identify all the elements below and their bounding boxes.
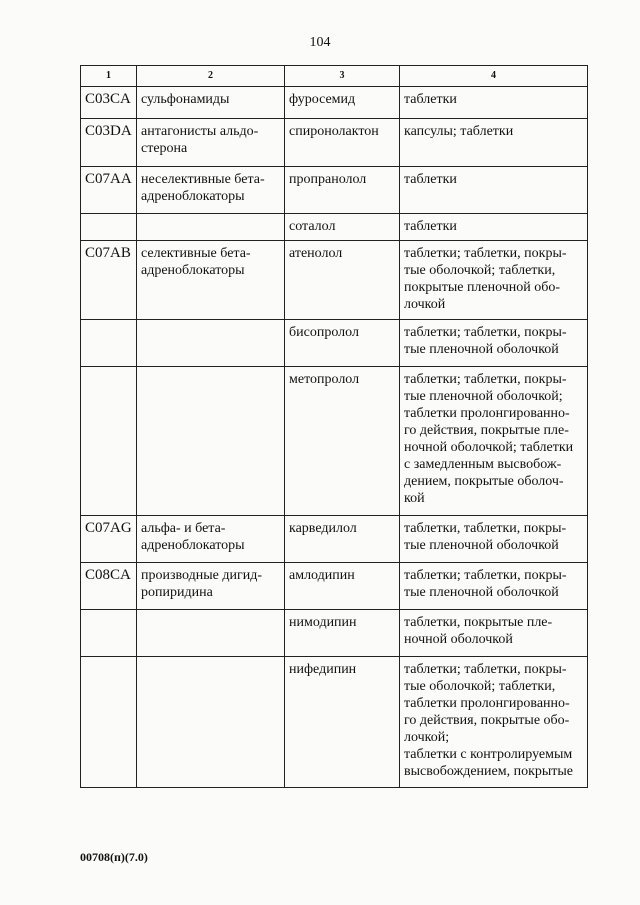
group-cell [137,367,285,516]
drug-cell: метопролол [285,367,400,516]
table-row [81,563,588,610]
column-header: 4 [400,66,588,87]
atc-code-cell [81,320,137,367]
form-cell: таблетки; таблетки, покры- тые пленочной оболочкой [400,320,588,367]
form-cell: таблетки [400,87,588,119]
drug-cell: бисопролол [285,320,400,367]
drug-cell: фуросемид [285,87,400,119]
group-cell: селективные бета- адреноблокаторы [137,241,285,320]
form-cell: таблетки, покрытые пле- ночной оболочкой [400,610,588,657]
atc-code-cell: C03CA [81,87,137,119]
atc-code-cell: C08CA [81,563,137,610]
table-row [81,119,588,167]
form-cell: таблетки [400,167,588,214]
form-cell: таблетки; таблетки, покры- тые оболочкой; таблетки, таблетки пролонгированно- го действия, покрытые обо- лочкой; таблетки с контролируемым высвобождением, покрытые [400,657,588,788]
atc-code-cell [81,367,137,516]
drug-cell: карведилол [285,516,400,563]
group-cell [137,610,285,657]
table-row [81,610,588,657]
column-header: 1 [81,66,137,87]
form-cell: таблетки [400,214,588,241]
atc-code-cell [81,214,137,241]
table-row [81,657,588,788]
drug-cell: амлодипин [285,563,400,610]
group-cell [137,320,285,367]
drug-cell: нимодипин [285,610,400,657]
table-row [81,320,588,367]
group-cell [137,657,285,788]
atc-code-cell: C03DA [81,119,137,167]
page-number: 104 [309,35,331,50]
atc-code-cell: C07AG [81,516,137,563]
group-cell: альфа- и бета- адреноблокаторы [137,516,285,563]
atc-code-cell: C07AB [81,241,137,320]
column-header: 2 [137,66,285,87]
atc-code-cell [81,657,137,788]
table-row [81,167,588,214]
drug-cell: атенолол [285,241,400,320]
atc-code-cell [81,610,137,657]
group-cell [137,214,285,241]
document-footer-code: 00708(п)(7.0) [80,850,148,864]
table-header-row [81,66,588,87]
drug-cell: соталол [285,214,400,241]
atc-code-cell: C07AA [81,167,137,214]
group-cell: сульфонамиды [137,87,285,119]
group-cell: антагонисты альдо- стерона [137,119,285,167]
group-cell: неселективные бета- адреноблокаторы [137,167,285,214]
form-cell: таблетки; таблетки, покры- тые пленочной оболочкой [400,563,588,610]
form-cell: капсулы; таблетки [400,119,588,167]
column-header: 3 [285,66,400,87]
drug-cell: нифедипин [285,657,400,788]
form-cell: таблетки; таблетки, покры- тые оболочкой; таблетки, покрытые пленочной обо- лочкой [400,241,588,320]
table-row [81,87,588,119]
table-row [81,241,588,320]
form-cell: таблетки; таблетки, покры- тые пленочной оболочкой; таблетки пролонгированно- го действия, покрытые пле- ночной оболочкой; таблетки с замедленным высвобож- дением, покрытые оболоч- кой [400,367,588,516]
form-cell: таблетки, таблетки, покры- тые пленочной оболочкой [400,516,588,563]
drug-cell: спиронолактон [285,119,400,167]
table-row [81,367,588,516]
group-cell: производные дигид- ропиридина [137,563,285,610]
drug-cell: пропранолол [285,167,400,214]
table-row [81,214,588,241]
drug-table [80,65,588,788]
table-row [81,516,588,563]
